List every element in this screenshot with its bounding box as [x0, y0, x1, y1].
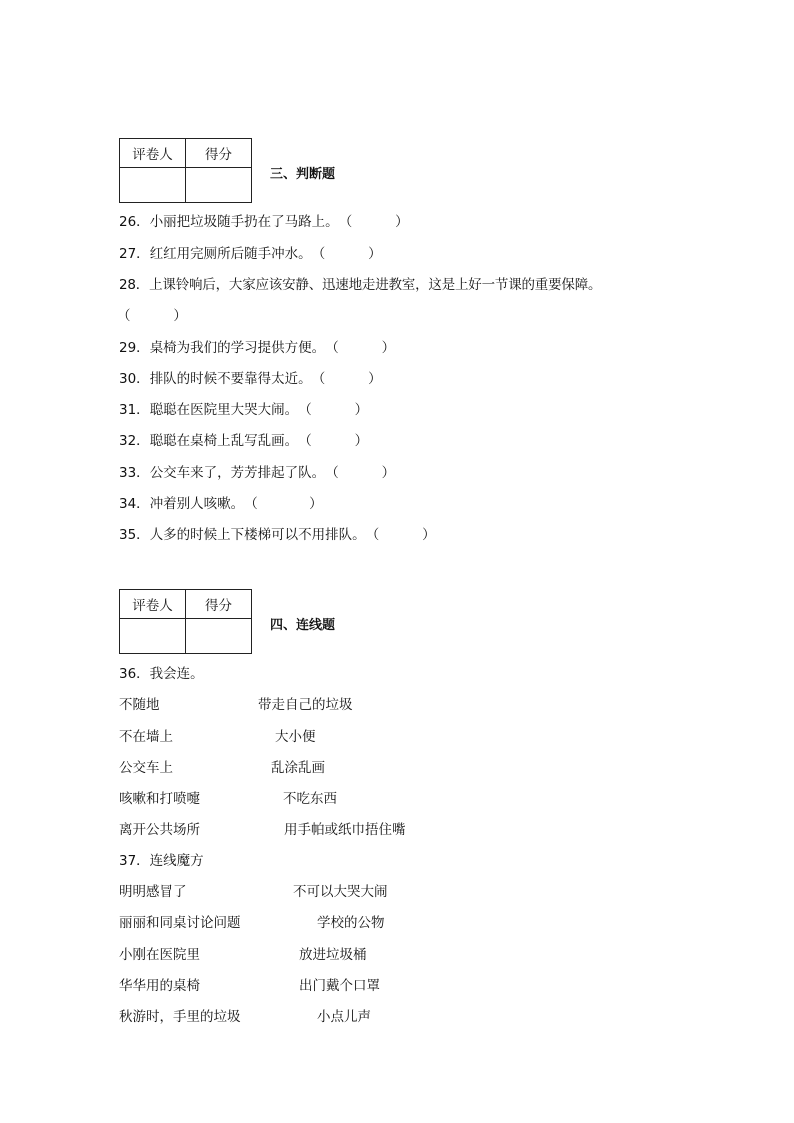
match37-left-1: 明明感冒了: [119, 884, 187, 900]
match36-right-5: 用手帕或纸巾捂住嘴: [284, 822, 406, 838]
question-32: 32．聪聪在桌椅上乱写乱画。（ ）: [119, 433, 369, 449]
reviewer-cell: [120, 168, 186, 203]
question-33: 33．公交车来了，芳芳排起了队。（ ）: [119, 465, 396, 481]
match36-left-5: 离开公共场所: [119, 822, 200, 838]
match37-right-2: 学校的公物: [317, 915, 385, 931]
question-31: 31．聪聪在医院里大哭大闹。（ ）: [119, 402, 369, 418]
match37-left-2: 丽丽和同桌讨论问题: [119, 915, 241, 931]
match36-right-4: 不吃东西: [283, 791, 337, 807]
score-header: 得分: [186, 139, 252, 168]
question-37-label: 37．连线魔方: [119, 853, 204, 869]
score-table-section3: [119, 138, 252, 203]
question-29: 29．桌椅为我们的学习提供方便。（ ）: [119, 340, 396, 356]
match36-right-3: 乱涂乱画: [271, 760, 325, 776]
match37-right-5: 小点儿声: [317, 1009, 371, 1025]
match36-left-2: 不在墙上: [119, 729, 173, 745]
question-36-label: 36．我会连。: [119, 666, 204, 682]
match36-left-3: 公交车上: [119, 760, 173, 776]
reviewer-header: 评卷人: [120, 139, 186, 168]
match37-right-1: 不可以大哭大闹: [293, 884, 388, 900]
question-35: 35．人多的时候上下楼梯可以不用排队。（ ）: [119, 527, 436, 543]
match37-right-3: 放进垃圾桶: [299, 947, 367, 963]
score-table-section4: [119, 589, 252, 654]
score-cell: [186, 619, 252, 654]
question-30: 30．排队的时候不要靠得太近。（ ）: [119, 371, 382, 387]
section4-title: 四、连线题: [270, 618, 336, 633]
match37-left-5: 秋游时，手里的垃圾: [119, 1009, 241, 1025]
match37-left-3: 小刚在医院里: [119, 947, 200, 963]
question-28: 28．上课铃响后，大家应该安静、迅速地走进教室，这是上好一节课的重要保障。: [119, 277, 602, 293]
reviewer-header: 评卷人: [120, 590, 186, 619]
question-34: 34．冲着别人咳嗽。（ ）: [119, 496, 323, 512]
match37-left-4: 华华用的桌椅: [119, 978, 200, 994]
score-header: 得分: [186, 590, 252, 619]
match36-right-2: 大小便: [275, 729, 316, 745]
match37-right-4: 出门戴个口罩: [299, 978, 380, 994]
match36-left-1: 不随地: [119, 697, 160, 713]
match36-right-1: 带走自己的垃圾: [258, 697, 353, 713]
section3-title: 三、判断题: [270, 167, 336, 182]
score-cell: [186, 168, 252, 203]
question-27: 27．红红用完厕所后随手冲水。（ ）: [119, 246, 382, 262]
question-28-paren: （ ）: [117, 308, 187, 324]
question-26: 26．小丽把垃圾随手扔在了马路上。（ ）: [119, 214, 409, 230]
match36-left-4: 咳嗽和打喷嚏: [119, 791, 200, 807]
reviewer-cell: [120, 619, 186, 654]
